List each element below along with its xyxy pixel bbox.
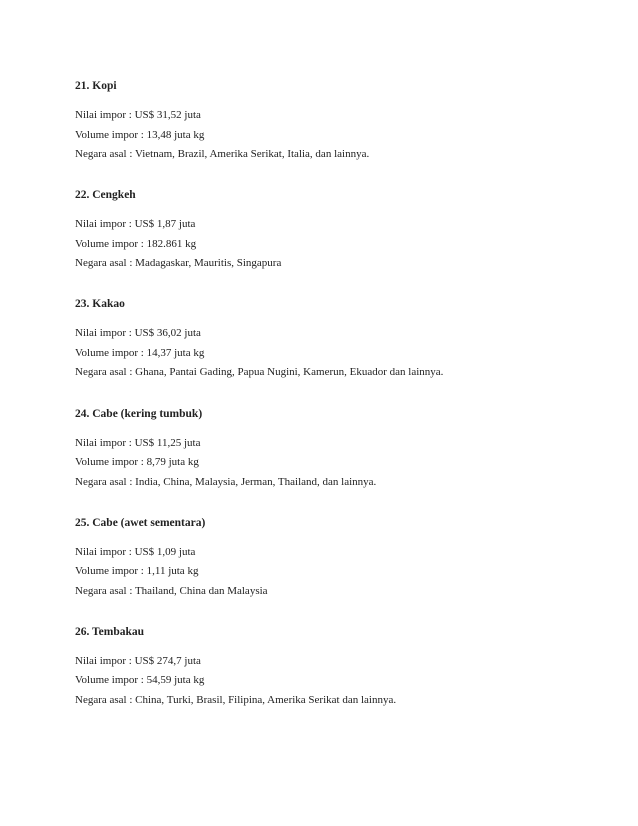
import-volume-line: Volume impor : 14,37 juta kg — [75, 346, 205, 359]
section-cengkeh — [75, 185, 615, 294]
section-heading: 24. Cabe (kering tumbuk) — [75, 407, 203, 420]
section-heading: 22. Cengkeh — [75, 189, 136, 202]
origin-countries-line: Negara asal : China, Turki, Brasil, Filipina, Amerika Serikat dan lainnya. — [75, 693, 397, 706]
origin-countries-line: Negara asal : Ghana, Pantai Gading, Papua Nugini, Kamerun, Ekuador dan lainnya. — [75, 366, 444, 379]
section-heading: 26. Tembakau — [75, 625, 145, 638]
import-volume-line: Volume impor : 13,48 juta kg — [75, 128, 205, 141]
import-volume-line: Volume impor : 1,11 juta kg — [75, 565, 199, 578]
origin-countries-line: Negara asal : Vietnam, Brazil, Amerika Serikat, Italia, dan lainnya. — [75, 148, 370, 160]
section-kakao — [75, 294, 615, 403]
import-value-line: Nilai impor : US$ 31,52 juta — [75, 109, 201, 121]
import-volume-line: Volume impor : 8,79 juta kg — [75, 456, 199, 469]
section-tembakau — [75, 622, 615, 731]
import-value-line: Nilai impor : US$ 11,25 juta — [75, 436, 201, 449]
section-cabe-awet-sementara — [75, 513, 615, 622]
origin-countries-line: Negara asal : Madagaskar, Mauritis, Singapura — [75, 257, 282, 270]
document-page — [75, 76, 615, 731]
section-heading: 25. Cabe (awet sementara) — [75, 516, 206, 529]
origin-countries-line: Negara asal : India, China, Malaysia, Jerman, Thailand, dan lainnya. — [75, 475, 377, 488]
import-value-line: Nilai impor : US$ 1,87 juta — [75, 218, 196, 231]
import-volume-line: Volume impor : 54,59 juta kg — [75, 674, 205, 687]
section-heading: 21. Kopi — [75, 80, 117, 92]
section-cabe-kering-tumbuk — [75, 404, 615, 513]
import-value-line: Nilai impor : US$ 1,09 juta — [75, 545, 196, 558]
import-value-line: Nilai impor : US$ 274,7 juta — [75, 654, 201, 667]
section-heading: 23. Kakao — [75, 298, 125, 311]
section-kopi — [75, 76, 615, 185]
import-volume-line: Volume impor : 182.861 kg — [75, 237, 197, 250]
import-value-line: Nilai impor : US$ 36,02 juta — [75, 327, 201, 340]
origin-countries-line: Negara asal : Thailand, China dan Malaysia — [75, 584, 268, 597]
